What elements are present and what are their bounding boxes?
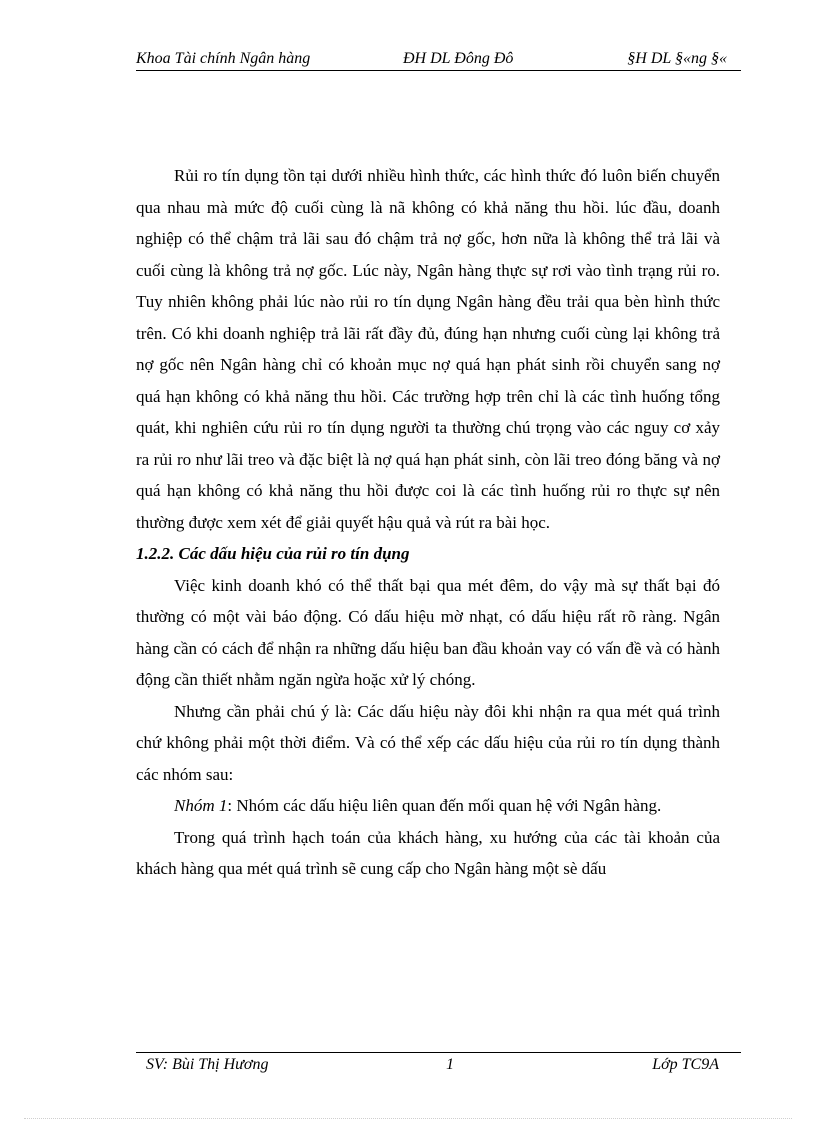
page-header [136, 50, 741, 71]
footer-student: SV: Bùi Thị Hương [146, 1056, 269, 1073]
page-edge-divider [24, 1118, 792, 1119]
paragraph-credit-risk-forms: Rủi ro tín dụng tồn tại dưới nhiều hình thức, các hình thức đó luôn biến chuyển qua nhau mà mức độ cuối cùng là nã không có khả năng thu hồi. lúc đầu, doanh nghiệp có thể chậm trả lãi sau đó chậm trả nợ gốc, hơn nữa là không thể trả lãi và cuối cùng là không trả nợ gốc. Lúc này, Ngân hàng thực sự rơi vào tình trạng rủi ro. Tuy nhiên không phải lúc nào rủi ro tín dụng Ngân hàng đều trải qua bèn hình thức trên. Có khi doanh nghiệp trả lãi rất đầy đủ, đúng hạn nhưng cuối cùng lại không trả nợ gốc nên Ngân hàng chỉ có khoản mục nợ quá hạn phát sinh rồi chuyển sang nợ quá hạn không có khả năng thu hồi. Các trường hợp trên chỉ là các tình huống tổng quát, khi nghiên cứu rủi ro tín dụng người ta thường chú trọng vào các nguy cơ xảy ra rủi ro như lãi treo và đặc biệt là nợ quá hạn phát sinh, còn lãi treo đóng băng và nợ quá hạn không có khả năng thu hồi được coi là các tình huống rủi ro thực sự nên thường được xem xét để giải quyết hậu quả và rút ra bài học. [136, 166, 720, 532]
header-faculty: Khoa Tài chính Ngân hàng [136, 50, 311, 67]
group-description: : Nhóm các dấu hiệu liên quan đến mối quan hệ với Ngân hàng. [227, 796, 662, 815]
footer-page-number: 1 [446, 1056, 454, 1073]
paragraph-warning-signs: Việc kinh doanh khó có thể thất bại qua mét đêm, do vậy mà sự thất bại đó thường có một vài báo động. Có dấu hiệu mờ nhạt, có dấu hiệu rất rõ ràng. Ngân hàng cần có cách để nhận ra những dấu hiệu ban đầu khoản vay có vấn đề và có hành động cần thiết nhằm ngăn ngừa hoặc xử lý chóng. [136, 575, 720, 689]
group-label: Nhóm 1 [174, 796, 228, 815]
paragraph-note: Nhưng cần phải chú ý là: Các dấu hiệu này đôi khi nhận ra qua mét quá trình chứ không phải một thời điểm. Và có thể xếp các dấu hiệu của rủi ro tín dụng thành các nhóm sau: [136, 701, 720, 784]
page-footer [136, 1052, 741, 1079]
footer-class: Lớp TC9A [652, 1056, 719, 1073]
paragraph-accounting: Trong quá trình hạch toán của khách hàng, xu hướng của các tài khoản của khách hàng qua mét quá trình sẽ cung cấp cho Ngân hàng một sè dấu [136, 827, 720, 878]
document-body [136, 160, 720, 885]
header-university: ĐH DL Đông Đô [403, 50, 514, 67]
header-university-legacy: §H DL §«ng §« [627, 50, 727, 67]
paragraph-group-1 [136, 790, 720, 822]
section-heading: 1.2.2. Các dấu hiệu của rủi ro tín dụng [136, 544, 410, 563]
